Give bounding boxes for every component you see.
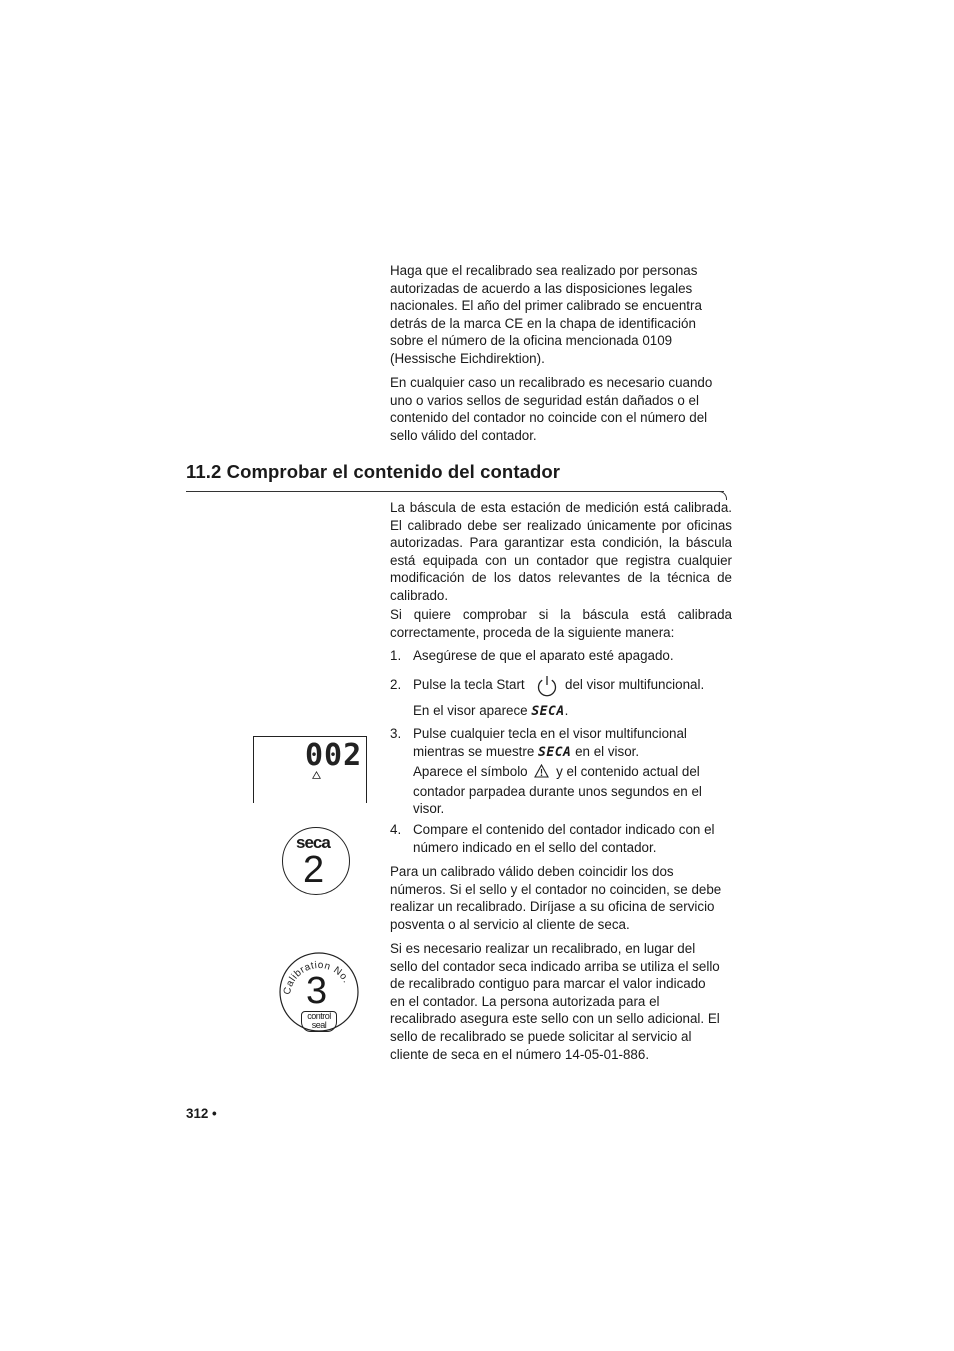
warning-triangle-icon bbox=[534, 764, 549, 783]
step-number: 1. bbox=[390, 648, 402, 663]
text-span: Aparece el símbolo bbox=[413, 764, 528, 779]
text-line: de recalibrado contiguo para marcar el valor indicado bbox=[390, 976, 706, 992]
step-3-subline-3: visor. bbox=[413, 801, 445, 817]
step-2-text: Pulse la tecla Start bbox=[413, 677, 525, 692]
power-icon bbox=[535, 674, 559, 698]
text-line: sello válido del contador. bbox=[390, 427, 537, 443]
text-line: realizar un recalibrado. Diríjase a su oficina de servicio bbox=[390, 899, 715, 915]
text-line: cliente de seca en el número 14-05-01-886. bbox=[390, 1046, 650, 1062]
seal-arc-text: Calibration No. bbox=[281, 959, 352, 996]
subtext-period: . bbox=[564, 703, 569, 718]
seca-counter-seal bbox=[282, 827, 350, 895]
lead-paragraph-2: Si quiere comprobar si la báscula está calibrada correctamente, proceda de la siguiente manera: bbox=[390, 607, 732, 640]
text-line: autorizadas de acuerdo a las disposiciones legales bbox=[390, 280, 693, 296]
text-line: posventa o al servicio al cliente de seca. bbox=[390, 916, 630, 932]
text-line: contenido del contador no coincide con el número del bbox=[390, 410, 708, 426]
label-line: control bbox=[307, 1011, 331, 1021]
seal-number: 2 bbox=[303, 849, 325, 891]
text-span: y el contenido actual del bbox=[556, 764, 700, 779]
text-span: mientras se muestre bbox=[413, 743, 535, 759]
step-1-text: Asegúrese de que el aparato esté apagado. bbox=[413, 648, 674, 663]
text-line: uno o varios sellos de seguridad están dañados o el bbox=[390, 392, 699, 408]
step-3-line-2 bbox=[413, 743, 733, 762]
step-number: 2. bbox=[390, 677, 402, 692]
text-line: Haga que el recalibrado sea realizado por personas bbox=[390, 263, 698, 278]
warning-triangle-icon bbox=[312, 766, 321, 784]
text-line: sello de recalibrado se puede solicitar al servicio al bbox=[390, 1028, 692, 1044]
step-3-line-1: Pulse cualquier tecla en el visor multifuncional bbox=[413, 726, 687, 741]
text-line: (Hessische Eichdirektion). bbox=[390, 350, 545, 366]
text-line: Para un calibrado válido deben coincidir los dos bbox=[390, 864, 674, 879]
step-2-subtext bbox=[413, 702, 733, 721]
calibration-seal bbox=[278, 951, 360, 1033]
step-2-text-after: del visor multifuncional. bbox=[565, 677, 705, 692]
lcd-seca-text: SECA bbox=[531, 704, 565, 719]
step-3-subtext bbox=[413, 763, 733, 818]
text-line: detrás de la marca CE en la chapa de identificación bbox=[390, 315, 696, 331]
display-digits: 002 bbox=[305, 738, 363, 773]
seal-number: 3 bbox=[306, 970, 328, 1012]
step-number: 4. bbox=[390, 822, 402, 837]
text-line: sello del contador seca indicado arriba se utiliza el sello bbox=[390, 958, 720, 974]
step-3-text bbox=[413, 725, 733, 761]
text-line: números. Si el sello y el contador no coinciden, se debe bbox=[390, 881, 722, 897]
recalibration-paragraph bbox=[390, 940, 732, 1063]
intro-paragraph-2 bbox=[390, 374, 732, 444]
lead-paragraph-1: La báscula de esta estación de medición está calibrada. El calibrado debe ser realizado únicamente por oficinas autorizadas. Para garantizar esta condición, la báscula está equipada con un contador que registra cualquier modificación de los datos relevantes de la técnica de calibrado. bbox=[390, 500, 732, 603]
step-3-subline-1 bbox=[413, 763, 733, 783]
text-line: Si es necesario realizar un recalibrado, en lugar del bbox=[390, 941, 696, 956]
control-seal-label bbox=[301, 1011, 337, 1032]
step-4-text: Compare el contenido del contador indicado con el número indicado en el sello del contador. bbox=[413, 822, 715, 855]
text-line: en el contador. La persona autorizada para el bbox=[390, 993, 660, 1009]
validity-paragraph bbox=[390, 863, 732, 933]
text-line: recalibrado asegura este sello con un sello adicional. El bbox=[390, 1011, 720, 1027]
label-line: seal bbox=[311, 1020, 327, 1030]
lcd-seca-text: SECA bbox=[538, 744, 572, 760]
text-span: en el visor. bbox=[575, 743, 640, 759]
seal-brand: seca bbox=[296, 833, 330, 852]
intro-paragraph-1 bbox=[390, 262, 732, 368]
heading-rule bbox=[186, 491, 724, 492]
section-heading: 11.2 Comprobar el contenido del contador bbox=[186, 461, 561, 482]
page-number: 312 • bbox=[186, 1106, 217, 1121]
step-number: 3. bbox=[390, 726, 402, 741]
step-3-subline-2: contador parpadea durante unos segundos en el bbox=[413, 783, 702, 799]
subtext-label: En el visor aparece bbox=[413, 703, 528, 718]
text-line: sobre el número de la oficina mencionada 0109 bbox=[390, 333, 673, 349]
text-line: nacionales. El año del primer calibrado se encuentra bbox=[390, 298, 702, 314]
text-line: En cualquier caso un recalibrado es necesario cuando bbox=[390, 375, 713, 390]
